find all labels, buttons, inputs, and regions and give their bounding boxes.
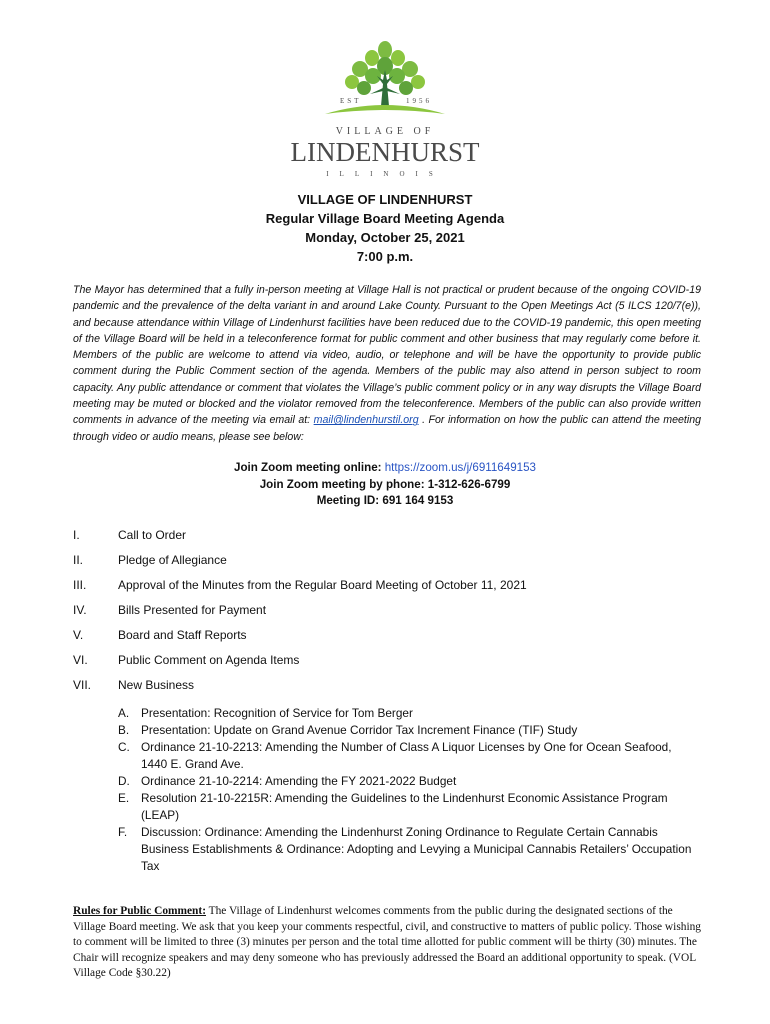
item-letter: D. [118,774,130,788]
agenda-item [73,603,713,628]
agenda-item-text: New Business [118,678,195,692]
logo-line2: LINDENHURST [290,137,480,167]
item-letter: F. [118,825,128,839]
agenda-item [73,628,713,653]
item-text: Discussion: Ordinance: Amending the Lindenhurst Zoning Ordinance to Regulate Certain Cannabis Business Establishments & Ordinance: Adopting and Levying a Municipal Cannabis Retailers’ Occupation Tax [141,825,692,873]
header-title: VILLAGE OF LINDENHURST [297,192,473,207]
agenda-item-number: I. [73,528,80,542]
agenda-item-number: VI. [73,653,88,667]
ground-swoosh [325,105,445,114]
agenda-item-text: Approval of the Minutes from the Regular Board Meeting of October 11, 2021 [118,578,527,592]
intro-text-after: . For information on how the public can attend the meeting through video or audio means, please see below: [73,414,701,443]
item-letter: E. [118,791,130,805]
agenda-header [0,190,770,266]
public-comment-rules [73,904,701,982]
zoom-online-line [0,460,770,477]
logo-line1: VILLAGE OF [335,126,435,137]
agenda-list [73,528,713,703]
item-text: Ordinance 21-10-2213: Amending the Number of Class A Liquor Licenses by One for Ocean Seafood, 1440 E. Grand Ave. [141,740,672,771]
agenda-item-text: Bills Presented for Payment [118,603,267,617]
agenda-item-text: Public Comment on Agenda Items [118,653,300,667]
intro-paragraph [73,282,701,445]
agenda-item [73,553,713,578]
agenda-item-text: Pledge of Allegiance [118,553,227,567]
zoom-meeting-id: Meeting ID: 691 164 9153 [316,494,454,507]
header-date: Monday, October 25, 2021 [305,230,465,245]
item-text: Ordinance 21-10-2214: Amending the FY 2021-2022 Budget [141,774,457,788]
est-left: EST [340,97,362,105]
new-business-item [118,705,698,722]
agenda-item-number: III. [73,578,87,592]
agenda-item-number: V. [73,628,84,642]
logo-line3: ILLINOIS [326,170,444,178]
zoom-phone: Join Zoom meeting by phone: 1-312-626-6799 [259,477,511,491]
agenda-item-number: VII. [73,678,92,692]
new-business-item [118,722,698,739]
header-time: 7:00 p.m. [356,249,414,264]
agenda-item-number: IV. [73,603,87,617]
item-text: Presentation: Recognition of Service for Tom Berger [141,706,413,720]
rules-text: The Village of Lindenhurst welcomes comments from the public during the designated sections of the Village Board meeting. We ask that you keep your comments respectful, civil, and constructive to matters of public policy. Those wishing to comment will be limited to three (3) minutes per person and the total time allotted for public comment will be thirty (30) minutes. The Chair will recognize speakers and may deny someone who has previously addressed the Board an additional opportunity to speak. (VOL Village Code §30.22) [73,905,702,980]
item-text: Presentation: Update on Grand Avenue Corridor Tax Increment Finance (TIF) Study [141,723,578,737]
new-business-item [118,824,698,875]
agenda-item-text: Call to Order [118,528,187,542]
item-letter: B. [118,723,130,737]
agenda-item [73,528,713,553]
email-link[interactable]: mail@lindenhurstil.org [313,414,419,427]
zoom-online-link[interactable]: https://zoom.us/j/6911649153 [384,461,536,474]
header-subtitle: Regular Village Board Meeting Agenda [265,211,505,226]
new-business-item [118,739,698,773]
agenda-item [73,578,713,603]
est-right: 1956 [406,97,432,105]
rules-label: Rules for Public Comment: [73,905,206,917]
zoom-info [0,460,770,510]
village-logo [280,36,490,184]
agenda-item [73,653,713,678]
item-text: Resolution 21-10-2215R: Amending the Guidelines to the Lindenhurst Economic Assistance Program (LEAP) [141,791,668,822]
zoom-online-label: Join Zoom meeting online: [234,461,382,474]
new-business-item [118,790,698,824]
item-letter: A. [118,706,130,720]
agenda-item-text: Board and Staff Reports [118,628,247,642]
agenda-item [73,678,713,703]
intro-text-before: The Mayor has determined that a fully in-person meeting at Village Hall is not practical or prudent because of the ongoing COVID-19 pandemic and the prevalence of the delta variant in and around Lake County. Pursuant to the Open Meetings Act (5 ILCS 120/7(e)), and because attendance within Village of Lindenhurst facilities have been reduced due to the COVID-19 pandemic, this open meeting of the Village Board will be held in a teleconference format for public comment and other business that may regularly come before it. Members of the public are welcome to attend via video, audio, or telephone and will be have the opportunity to provide public comment during the Public Comment section of the agenda. Members of the public may also attend in person subject to room capacity. Any public attendance or comment that violates the Village’s public comment policy or in any way disrupts the Village Board meeting may be muted or blocked and the violator removed from the teleconference. Members of the public can also provide written comments in advance of the meeting via email at: [73,284,701,427]
new-business-list [118,705,698,875]
item-letter: C. [118,740,130,754]
agenda-item-number: II. [73,553,84,567]
new-business-item [118,773,698,790]
